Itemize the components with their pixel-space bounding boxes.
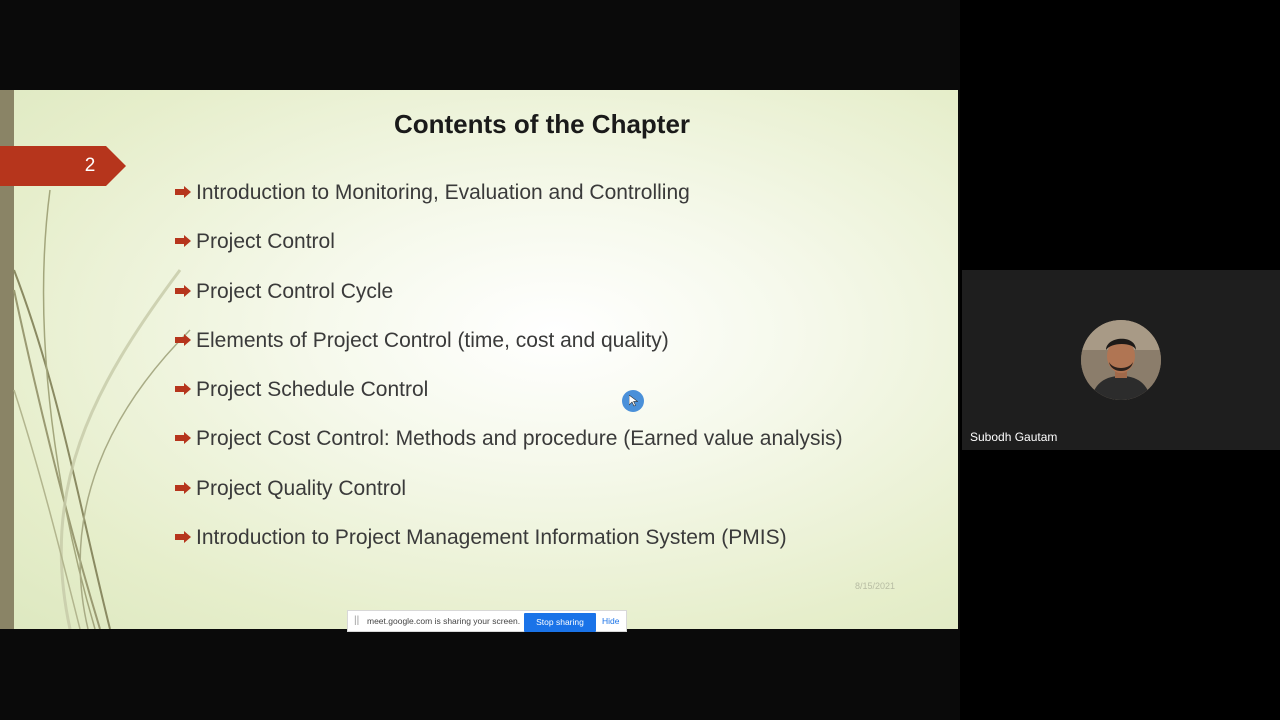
person-avatar-icon: [1081, 320, 1161, 400]
bullet-text: Project Cost Control: Methods and procedure (Earned value analysis): [196, 427, 843, 451]
arrow-bullet-icon: [174, 531, 192, 543]
bullet-item: [174, 173, 874, 213]
bullet-text: Elements of Project Control (time, cost and quality): [196, 328, 669, 352]
bullet-text: Project Quality Control: [196, 476, 407, 500]
hide-button[interactable]: Hide: [602, 616, 620, 626]
participant-name: Subodh Gautam: [970, 430, 1058, 444]
bullet-item: [174, 222, 874, 262]
arrow-bullet-icon: [174, 235, 192, 247]
bullet-item: [174, 272, 874, 312]
arrow-bullet-icon: [174, 285, 192, 297]
slide-number: 2: [84, 155, 96, 176]
arrow-bullet-icon: [174, 186, 192, 198]
bullet-text: Introduction to Project Management Information System (PMIS): [196, 526, 787, 550]
share-status-text: meet.google.com is sharing your screen.: [367, 616, 521, 626]
bullet-list: [174, 173, 874, 567]
bullet-item: [174, 321, 874, 361]
drag-handle-icon[interactable]: ||: [354, 615, 360, 626]
bullet-item: [174, 419, 874, 459]
presentation-slide: [0, 90, 958, 629]
bullet-item: [174, 469, 874, 509]
bullet-text: Project Control Cycle: [196, 279, 394, 303]
stop-sharing-button[interactable]: Stop sharing: [524, 613, 596, 632]
bullet-text: Project Control: [196, 230, 335, 254]
slide-title: Contents of the Chapter: [393, 109, 691, 139]
screen-share-bar: [347, 610, 627, 632]
bullet-text: Project Schedule Control: [196, 378, 429, 402]
arrow-bullet-icon: [174, 432, 192, 444]
bullet-text: Introduction to Monitoring, Evaluation and Controlling: [196, 181, 690, 204]
arrow-bullet-icon: [174, 482, 192, 494]
cursor-arrow-icon: [629, 395, 638, 407]
participant-tile[interactable]: [962, 270, 1280, 450]
bullet-item: [174, 518, 874, 558]
arrow-bullet-icon: [174, 334, 192, 346]
slide-number-tag: [0, 146, 126, 186]
avatar: [1081, 320, 1161, 400]
arrow-bullet-icon: [174, 383, 192, 395]
pointer-highlight: [622, 390, 644, 412]
slide-date: 8/15/2021: [855, 581, 896, 591]
bullet-item: [174, 370, 874, 410]
